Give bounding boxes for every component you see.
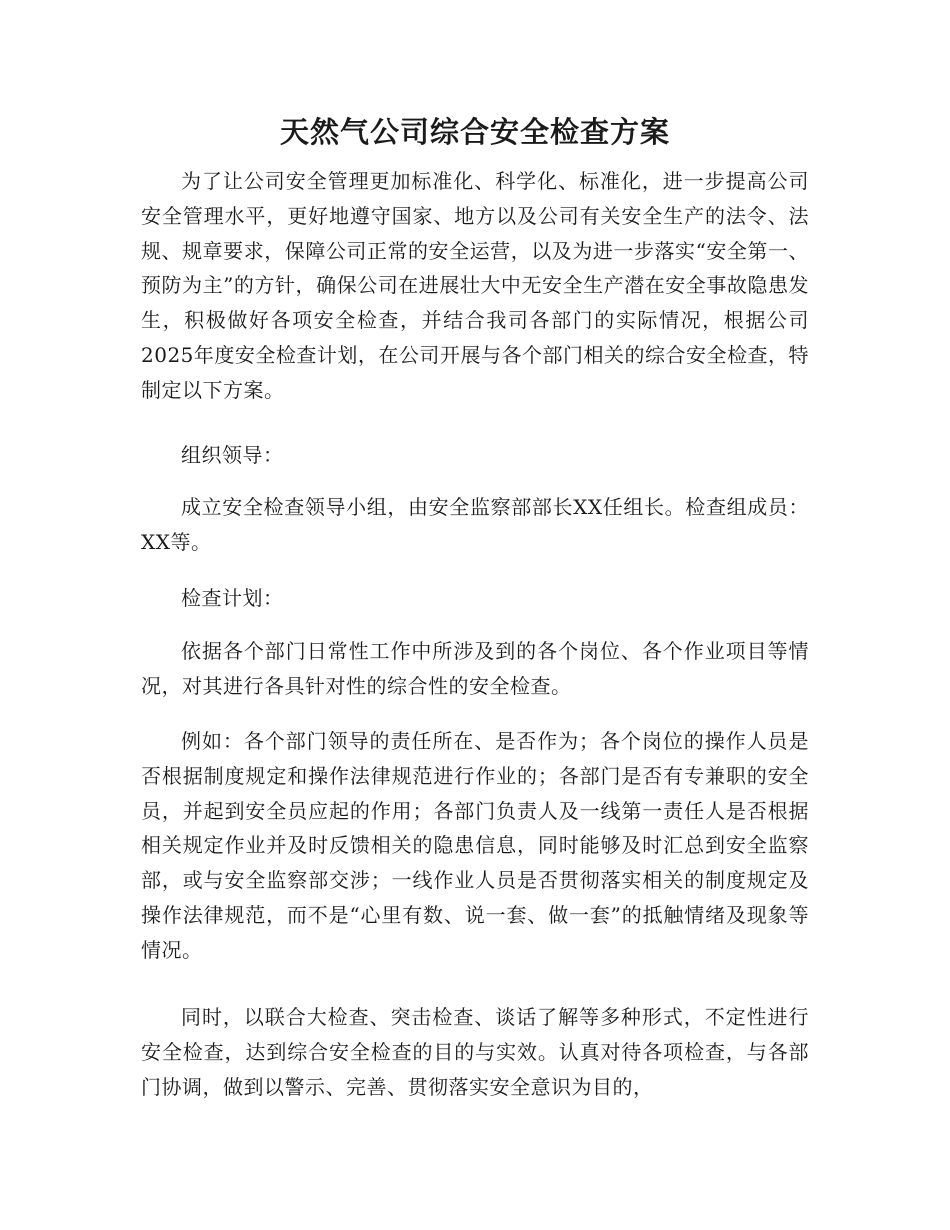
- section-heading-organization: 组织领导：: [181, 443, 284, 467]
- intro-paragraph: 为了让公司安全管理更加标准化、科学化、标准化，进一步提高公司安全管理水平，更好地遵守国家、地方以及公司有关安全生产的法令、法规、规章要求，保障公司正常的安全运营，以及为进一步落实“安全第一、预防为主”的方针，确保公司在进展壮大中无安全生产潜在安全事故隐患发生，积极做好各项安全检查，并结合我司各部门的实际情况，根据公司2025年度安全检查计划，在公司开展与各个部门相关的综合安全检查，特制定以下方案。: [141, 169, 809, 402]
- organization-paragraph: 成立安全检查领导小组，由安全监察部部长XX任组长。检查组成员：XX等。: [141, 495, 809, 554]
- example-paragraph: 例如：各个部门领导的责任所在、是否作为；各个岗位的操作人员是否根据制度规定和操作法律规范进行作业的；各部门是否有专兼职的安全员，并起到安全员应起的作用；各部门负责人及一线第一责任人是否根据相关规定作业并及时反馈相关的隐患信息，同时能够及时汇总到安全监察部，或与安全监察部交涉；一线作业人员是否贯彻落实相关的制度规定及操作法律规范，而不是“心里有数、说一套、做一套”的抵触情绪及现象等情况。: [141, 729, 809, 962]
- meanwhile-paragraph: 同时，以联合大检查、突击检查、谈话了解等多种形式，不定性进行安全检查，达到综合安全检查的目的与实效。认真对待各项检查，与各部门协调，做到以警示、完善、贯彻落实安全意识为目的，: [141, 1005, 809, 1099]
- inspection-plan-paragraph: 依据各个部门日常性工作中所涉及到的各个岗位、各个作业项目等情况，对其进行各具针对性的综合性的安全检查。: [141, 639, 809, 698]
- document-title: 天然气公司综合安全检查方案: [279, 115, 670, 149]
- section-heading-inspection-plan: 检查计划：: [181, 586, 284, 610]
